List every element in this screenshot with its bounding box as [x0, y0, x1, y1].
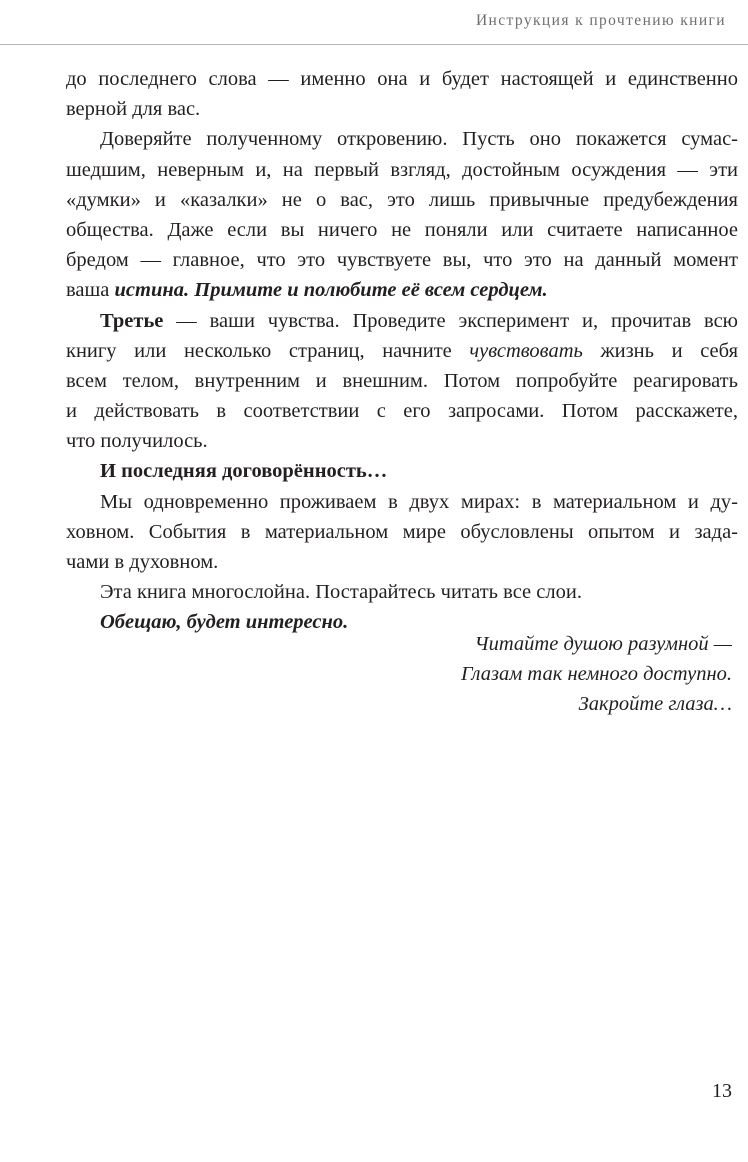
- text-line: [66, 336, 738, 366]
- text-line: чами в духовном.: [66, 551, 219, 573]
- emphasis-text: истина. Примите и полюбите её всем сердцем.: [114, 279, 548, 302]
- header-rule: [0, 44, 748, 45]
- text-span: книгу или несколько страниц, начните: [66, 339, 470, 362]
- text-span: жизнь и себя: [582, 339, 738, 362]
- text-line: «думки» и «казалки» не о вас, это лишь привычные предубеждения: [66, 188, 738, 211]
- text-line: верной для вас.: [66, 98, 201, 121]
- text-span: ваша: [66, 279, 115, 302]
- bold-heading-line: И последняя договорённость…: [100, 460, 388, 483]
- text-line: до последнего слова — именно она и будет настоящей и единственно: [66, 68, 738, 90]
- text-line: Мы одновременно проживаем в двух мирах: в материальном и ду-: [100, 490, 738, 513]
- epigraph-line: Читайте душою разумной —: [474, 633, 732, 655]
- italic-word: чувствовать: [469, 339, 583, 362]
- text-line: и действовать в соответствии с его запросами. Потом расскажете,: [66, 400, 738, 423]
- epigraph-line: Глазам так немного доступно.: [460, 663, 732, 686]
- running-header-title: Инструкция к прочтению книги: [475, 12, 726, 29]
- text-line: [66, 275, 738, 305]
- epigraph-line: Закройте глаза…: [578, 693, 732, 716]
- emphasis-text: Обещаю, будет интересно.: [100, 611, 349, 634]
- text-line: общества. Даже если вы ничего не поняли или считаете написанное: [66, 218, 738, 241]
- bold-lead-word: Третье: [100, 309, 164, 332]
- text-line: что получилось.: [66, 430, 208, 453]
- text-span: — ваши чувства. Проведите эксперимент и, прочитав всю: [163, 309, 738, 332]
- text-line: всем телом, внутренним и внешним. Потом попробуйте реагировать: [66, 369, 738, 392]
- text-line: Доверяйте полученному откровению. Пусть оно покажется сумас-: [100, 128, 738, 151]
- page-number: 13: [712, 1080, 732, 1102]
- text-line: ховном. События в материальном мире обусловлены опытом и зада-: [66, 520, 738, 543]
- text-line: бредом — главное, что это чувствуете вы, что это на данный момент: [66, 249, 738, 272]
- main-text: [66, 64, 738, 638]
- text-line: [66, 306, 738, 336]
- text-line: [66, 456, 738, 486]
- text-line: шедшим, неверным и, на первый взгляд, достойным осуждения — эти: [66, 158, 738, 181]
- text-line: Эта книга многослойна. Постарайтесь читать все слои.: [100, 581, 582, 604]
- epigraph: [312, 629, 732, 720]
